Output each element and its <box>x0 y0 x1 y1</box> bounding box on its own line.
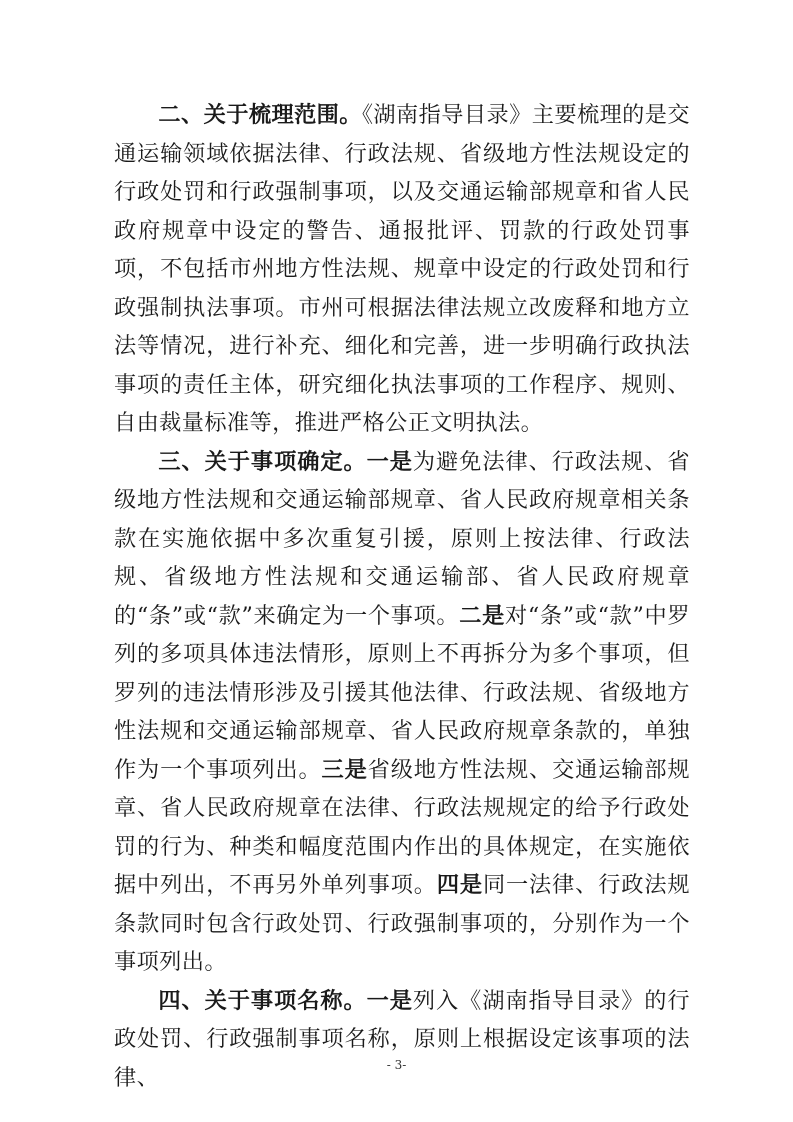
document-body <box>114 96 690 1097</box>
page-number: - 3- <box>386 1058 407 1072</box>
point-label: 三是 <box>321 756 368 783</box>
section-scope <box>114 96 690 443</box>
point-text: 对“条”或“款”中罗列的多项具体违法情形，原则上不再拆分为多个事项，但罗列的违法情形涉及引援其他法律、行政法规、省级地方性法规和交通运输部规章、省人民政府规章条款的，单独作为一个事项列出。 <box>114 602 691 783</box>
point-label: 一是 <box>366 448 413 475</box>
point-label: 四是 <box>436 872 483 898</box>
point-text: 为避免法律、行政法规、省级地方性法规和交通运输部规章、省人民政府规章相关条款在实施依据中多次重复引援，原则上按法律、行政法规、省级地方性法规和交通运输部、省人民政府规章的“条”或“款”来确定为一个事项。 <box>114 448 690 629</box>
point-text: 省级地方性法规、交通运输部规章、省人民政府规章在法律、行政法规规定的给予行政处罚的行为、种类和幅度范围内作出的具体规定，在实施依据中列出，不再另外单列事项。 <box>114 756 690 898</box>
point-text: 同一法律、行政法规条款同时包含行政处罚、行政强制事项的，分别作为一个事项列出。 <box>114 872 690 975</box>
section-text: 《湖南指导目录》主要梳理的是交通运输领域依据法律、行政法规、省级地方性法规设定的行政处罚和行政强制事项，以及交通运输部规章和省人民政府规章中设定的警告、通报批评、罚款的行政处罚事项，不包括市州地方性法规、规章中设定的行政处罚和行政强制执法事项。市州可根据法律法规立改废释和地方立法等情况，进行补充、细化和完善，进一步明确行政执法事项的责任主体，研究细化执法事项的工作程序、规则、自由裁量标准等，推进严格公正文明执法。 <box>114 102 690 436</box>
section-heading: 二、关于梳理范围。 <box>158 102 362 128</box>
section-heading: 四、关于事项名称。 <box>158 987 367 1014</box>
point-text: 列入《湖南指导目录》的行政处罚、行政强制事项名称，原则上根据设定该事项的法律、 <box>114 987 690 1091</box>
point-label: 一是 <box>366 987 413 1014</box>
point-label: 二是 <box>459 602 506 629</box>
section-heading: 三、关于事项确定。 <box>158 448 367 475</box>
section-names <box>114 982 690 1098</box>
section-items <box>114 443 690 982</box>
